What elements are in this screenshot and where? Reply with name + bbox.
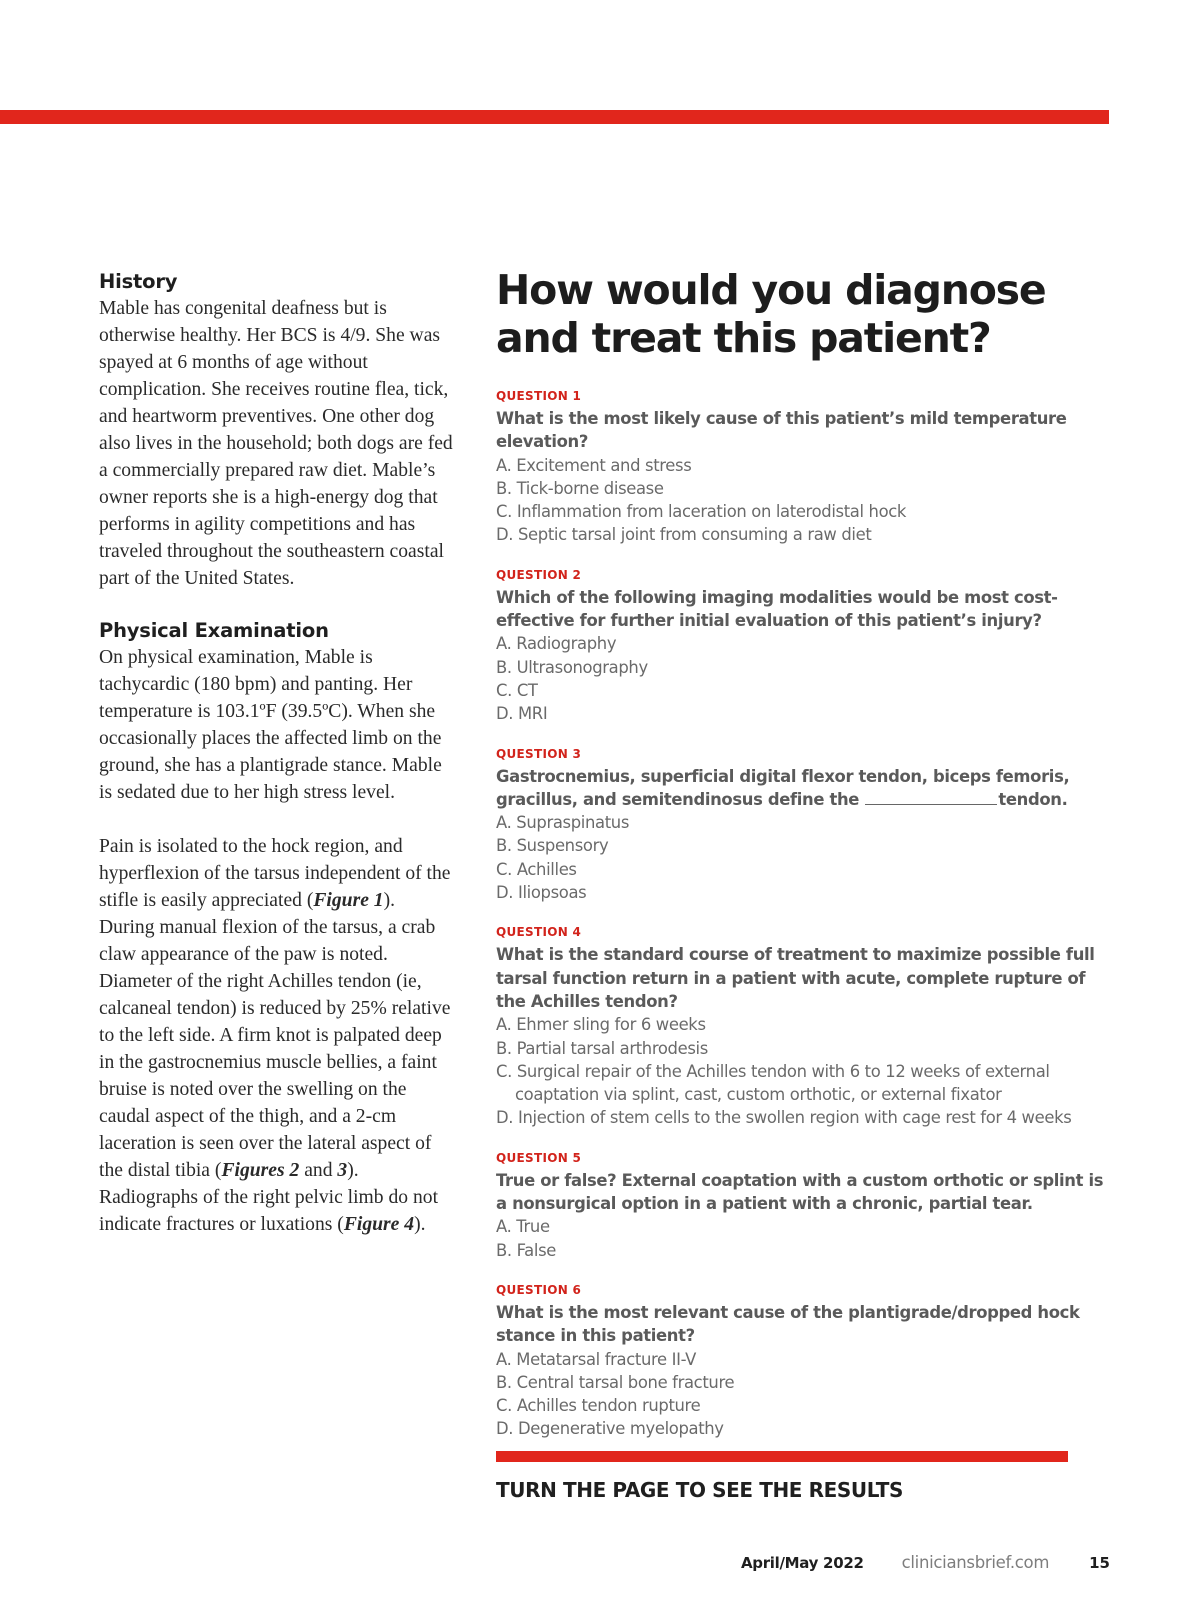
question-text: What is the most relevant cause of the plantigrade/dropped hock stance in this patient?: [496, 1302, 1080, 1346]
physical-exam-heading: Physical Examination: [99, 619, 329, 642]
question-text: What is the standard course of treatment to maximize possible full tarsal function return in a patient with acute, complete rupture of the Achilles tendon?: [496, 945, 1095, 1011]
answer-option: A. Supraspinatus: [496, 813, 630, 833]
answer-option: C. CT: [496, 680, 538, 700]
question-4: [496, 924, 1116, 1129]
question-label: QUESTION 1: [496, 389, 582, 403]
answer-option: B. Suspensory: [496, 836, 609, 856]
answer-options: [496, 454, 1116, 547]
history-text: Mable has congenital deafness but is otherwise healthy. Her BCS is 4/9. She was spayed at 6 months of age without complication. She receives routine flea, tick, and heartworm preventives. One other dog also lives in the household; both dogs are fed a commercially prepared raw diet. Mable’s owner reports she is a high-energy dog that performs in agility competitions and has traveled throughout the southeastern coastal part of the United States.: [99, 298, 453, 589]
question-label: QUESTION 3: [496, 746, 582, 761]
answer-options: [496, 1013, 1116, 1129]
question-label: QUESTION 5: [496, 1150, 582, 1165]
question-2: [496, 567, 1116, 726]
footer-website: cliniciansbrief.com: [901, 1553, 1050, 1572]
question-1: [496, 388, 1116, 547]
answer-option: A. Radiography: [496, 634, 617, 654]
answer-option: D. MRI: [496, 704, 548, 724]
figure-1-ref: Figure 1: [313, 890, 384, 911]
physical-exam-para-1: On physical examination, Mable is tachycardic (180 bpm) and panting. Her temperature is 103.1ºF (39.5ºC). When she occasionally places the affected limb on the ground, she has a plantigrade stance. Mable is sedated due to her high stress level.: [99, 647, 442, 803]
page-number: 15: [1089, 1554, 1110, 1572]
bottom-accent-bar: [496, 1451, 1068, 1462]
answer-option: D. Septic tarsal joint from consuming a raw diet: [496, 525, 872, 545]
question-label: QUESTION 6: [496, 1282, 582, 1297]
answer-option: C. Achilles: [496, 859, 577, 879]
physical-exam-para-2: Pain is isolated to the hock region, and hyperflexion of the tarsus independent of the stifle is easily appreciated (Figure 1). During manual flexion of the tarsus, a crab claw appearance of the paw is noted. Diameter of the right Achilles tendon (ie, calcaneal tendon) is reduced by 25% relative to the left side. A firm knot is palpated deep in the gastrocnemius muscle bellies, a faint bruise is noted over the swelling on the caudal aspect of the thigh, and a 2-cm laceration is seen over the lateral aspect of the distal tibia (Figures 2 and 3). Radiographs of the right pelvic limb do not indicate fractures or luxations (Figure 4).: [99, 836, 451, 1235]
page-footer: [741, 1553, 1110, 1572]
figure-2-ref: Figures 2: [221, 1160, 300, 1181]
question-text: Gastrocnemius, superficial digital flexor tendon, biceps femoris, gracillus, and semitendinosus define the tendon.: [496, 766, 1070, 809]
answer-option: D. Iliopsoas: [496, 883, 587, 903]
figure-4-ref: Figure 4: [343, 1214, 415, 1235]
question-3: [496, 746, 1116, 905]
answer-option: A. Excitement and stress: [496, 455, 692, 475]
quiz-title: How would you diagnose and treat this patient?: [496, 266, 1046, 362]
top-accent-bar: [0, 110, 1109, 124]
answer-options: [496, 811, 1116, 904]
history-heading: History: [99, 270, 178, 293]
question-6: [496, 1282, 1116, 1441]
case-history-column: [99, 268, 455, 1238]
answer-option: C. Achilles tendon rupture: [496, 1396, 701, 1416]
question-text: What is the most likely cause of this patient’s mild temperature elevation?: [496, 409, 1067, 452]
answer-option: A. Metatarsal fracture II-V: [496, 1349, 697, 1369]
answer-option: B. Ultrasonography: [496, 657, 648, 677]
figure-3-ref: 3: [337, 1160, 348, 1181]
answer-options: [496, 632, 1116, 725]
answer-option: B. Central tarsal bone fracture: [496, 1372, 735, 1392]
question-label: QUESTION 2: [496, 567, 582, 582]
answer-option: A. Ehmer sling for 6 weeks: [496, 1015, 706, 1035]
quiz-column: [496, 266, 1116, 1441]
answer-option: B. False: [496, 1240, 557, 1260]
question-text: True or false? External coaptation with a custom orthotic or splint is a nonsurgical option in a patient with a chronic, partial tear.: [496, 1170, 1104, 1214]
turn-page-callout: TURN THE PAGE TO SEE THE RESULTS: [496, 1478, 904, 1502]
answer-option: C. Surgical repair of the Achilles tendon with 6 to 12 weeks of external coaptation via splint, cast, custom orthotic, or external fixator: [496, 1061, 1050, 1105]
answer-option: C. Inflammation from laceration on laterodistal hock: [496, 502, 907, 522]
answer-option: D. Injection of stem cells to the swollen region with cage rest for 4 weeks: [496, 1108, 1072, 1128]
footer-issue-date: April/May 2022: [740, 1554, 864, 1572]
answer-option: B. Tick-borne disease: [496, 478, 664, 498]
question-label: QUESTION 4: [496, 925, 582, 940]
fill-in-blank: [865, 804, 997, 805]
question-5: [496, 1150, 1116, 1262]
answer-options: [496, 1215, 1116, 1262]
answer-option: D. Degenerative myelopathy: [496, 1419, 724, 1439]
answer-option: B. Partial tarsal arthrodesis: [496, 1038, 708, 1058]
answer-option: A. True: [496, 1217, 550, 1237]
answer-options: [496, 1348, 1116, 1441]
question-text: Which of the following imaging modalities would be most cost-effective for further initial evaluation of this patient’s injury?: [496, 587, 1058, 631]
